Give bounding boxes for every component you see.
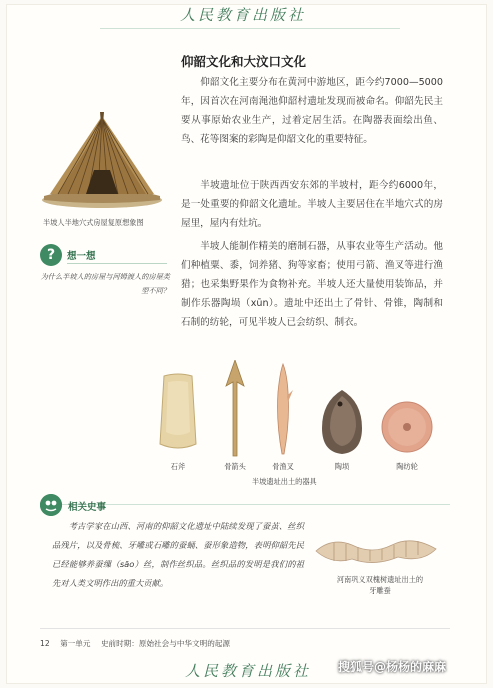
- artifacts-figure: [150, 360, 450, 480]
- bone-fishing-spear-image: [268, 362, 298, 458]
- artifacts-caption: 半坡遗址出土的器具: [252, 477, 317, 486]
- watermark: 搜狐号@杨杨的麻麻: [338, 660, 447, 674]
- page-footer: [40, 638, 230, 649]
- pottery-spindle-whorl-image: [380, 400, 434, 454]
- paragraph-yangshao: 仰韶文化主要分布在黄河中游地区，距今约7000—5000年，因首次在河南渑池仰韶村遗址发现而被命名。仰韶先民主要从事原始农业生产，过着定居生活。在陶器表面绘出鱼、鸟、花等图案的彩陶是仰韶文化的重要特征。: [181, 77, 443, 145]
- artifact-label-bone-arrowhead: 骨箭头: [224, 462, 246, 471]
- stone-axe-image: [158, 372, 198, 452]
- pottery-xun-image: [318, 388, 366, 456]
- think-rule: [67, 263, 167, 264]
- paragraph-banpo-site: 半坡遗址位于陕西西安东郊的半坡村，距今约6000年，是一处重要的仰韶文化遗址。半坡人主要居住在半地穴式的房屋里，屋内有灶坑。: [181, 180, 443, 229]
- think-question: 为什么半坡人的房屋与河姆渡人的房屋类型不同？: [40, 272, 170, 295]
- footer-unit: 第一单元: [60, 639, 91, 648]
- hut-caption: 半坡人半地穴式房屋复原想象图: [43, 218, 144, 227]
- footer-rule: [40, 628, 450, 629]
- ivory-silkworm-image: [312, 533, 440, 569]
- silk-caption: 河南巩义双槐树遗址出土的牙雕蚕: [336, 575, 424, 595]
- section-title: 仰韶文化和大汶口文化: [181, 54, 307, 69]
- question-icon: ?: [40, 244, 62, 266]
- artifact-label-bone-spear: 骨渔叉: [272, 462, 294, 471]
- footer-chapter: 史前时期：原始社会与中华文明的起源: [100, 639, 230, 648]
- artifact-label-spindle-whorl: 陶纺轮: [396, 462, 418, 471]
- artifact-label-stone-axe: 石斧: [170, 462, 186, 471]
- artifact-label-pottery-xun: 陶埙: [334, 462, 350, 471]
- publisher-header: 人民教育出版社: [180, 6, 307, 24]
- publisher-footer: 人民教育出版社: [185, 662, 312, 680]
- bone-arrowhead-image: [220, 360, 250, 460]
- page-number: 12: [40, 639, 50, 648]
- paragraph-banpo-life: 半坡人能制作精美的磨制石器，从事农业等生产活动。他们种植粟、黍，饲养猪、狗等家畜；使用弓箭、渔叉等进行渔猎；也采集野果作为食物补充。半坡人还大量使用装饰品，并制作乐器陶埙（xūn）。遗址中还出土了骨针、骨锥，陶制和石制的纺轮，可见半坡人已会纺织、制衣。: [181, 241, 443, 328]
- header-rule: [100, 28, 400, 29]
- think-box: [40, 244, 170, 310]
- history-icon: [40, 494, 62, 516]
- history-title: 相关史事: [68, 502, 107, 513]
- history-text: 考古学家在山西、河南的仰韶文化遗址中陆续发现了蚕茧、丝织品残片，以及骨梳、牙雕或石雕的蚕蛹、蚕形象造物，表明仰韶先民已经能够养蚕缫（sāo）丝，制作丝织品。丝织品的发明是我们的祖先对人类文明作出的重大贡献。: [52, 521, 304, 588]
- think-title: 想一想: [67, 251, 96, 262]
- banpo-hut-illustration: [38, 110, 166, 210]
